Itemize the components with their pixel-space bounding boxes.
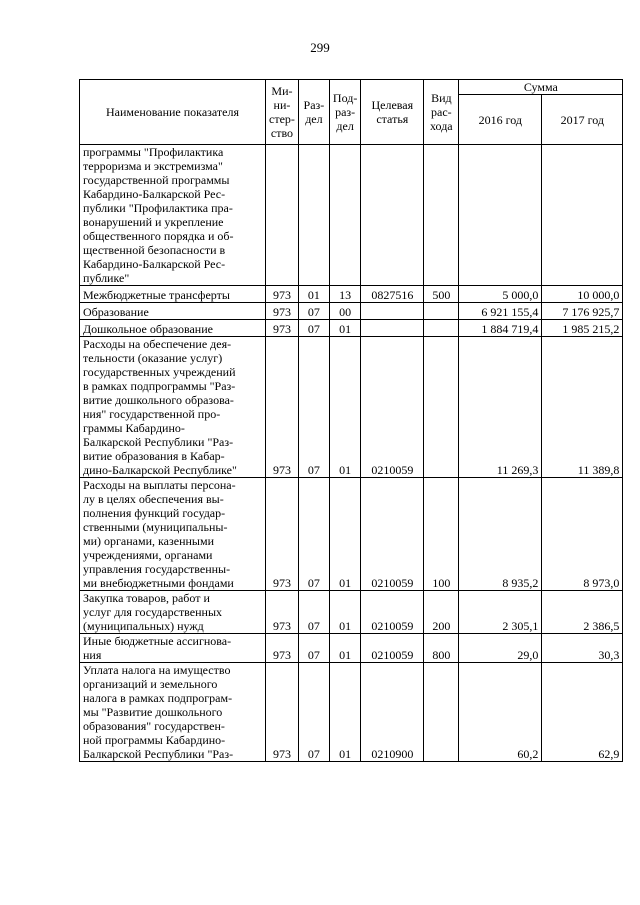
row-subsection: 01 (329, 320, 360, 337)
row-2016: 11 269,3 (459, 337, 542, 478)
row-2017 (542, 145, 623, 286)
table-row (80, 663, 623, 762)
row-2017: 2 386,5 (542, 591, 623, 634)
row-section: 07 (298, 337, 329, 478)
row-2016: 5 000,0 (459, 286, 542, 303)
row-2016: 6 921 155,4 (459, 303, 542, 320)
row-target: 0210059 (361, 337, 424, 478)
table-row (80, 591, 623, 634)
row-ministry: 973 (266, 634, 299, 663)
row-subsection: 13 (329, 286, 360, 303)
row-2017: 10 000,0 (542, 286, 623, 303)
row-subsection: 01 (329, 337, 360, 478)
row-2017: 11 389,8 (542, 337, 623, 478)
row-name: программы "Профилактика терроризма и экстремизма" государственной программы Кабардино-Балкарской Рес- публики "Профилактика пра- вонарушений и укрепление общественного порядка и об- щественной безопасности в Кабардино-Балкарской Рес- публике" (80, 145, 266, 286)
table-row (80, 303, 623, 320)
row-expense-type (424, 663, 459, 762)
row-section: 07 (298, 634, 329, 663)
row-expense-type (424, 303, 459, 320)
row-2016: 60,2 (459, 663, 542, 762)
header-ministry: Ми- ни- стер- ство (266, 80, 299, 145)
header-section: Раз- дел (298, 80, 329, 145)
row-section: 01 (298, 286, 329, 303)
row-ministry: 973 (266, 478, 299, 591)
row-expense-type: 800 (424, 634, 459, 663)
table-row (80, 320, 623, 337)
row-expense-type (424, 337, 459, 478)
row-section: 07 (298, 303, 329, 320)
row-2017: 30,3 (542, 634, 623, 663)
header-year-2016: 2016 год (459, 95, 542, 145)
table-row (80, 478, 623, 591)
row-name: Иные бюджетные ассигнова- ния (80, 634, 266, 663)
table-row (80, 634, 623, 663)
row-name: Уплата налога на имущество организаций и земельного налога в рамках подпрограм- мы "Развитие дошкольного образования" государствен- ной программы Кабардино- Балкарской Республики "Раз- (80, 663, 266, 762)
header-target: Целевая статья (361, 80, 424, 145)
row-section: 07 (298, 320, 329, 337)
row-expense-type: 100 (424, 478, 459, 591)
header-sum: Сумма (459, 80, 623, 95)
table-row (80, 286, 623, 303)
row-name: Межбюджетные трансферты (80, 286, 266, 303)
row-2016: 29,0 (459, 634, 542, 663)
row-subsection: 00 (329, 303, 360, 320)
row-name: Расходы на выплаты персона- лу в целях обеспечения вы- полнения функций государ- ственными (муниципальны- ми) органами, казенными учреждениями, органами управления государственны- ми внебюджетными фондами (80, 478, 266, 591)
row-subsection: 01 (329, 478, 360, 591)
row-ministry: 973 (266, 663, 299, 762)
row-ministry: 973 (266, 286, 299, 303)
row-ministry: 973 (266, 591, 299, 634)
row-target: 0210059 (361, 591, 424, 634)
row-name: Закупка товаров, работ и услуг для государственных (муниципальных) нужд (80, 591, 266, 634)
row-2017: 1 985 215,2 (542, 320, 623, 337)
row-2016: 8 935,2 (459, 478, 542, 591)
row-name: Дошкольное образование (80, 320, 266, 337)
row-2016: 2 305,1 (459, 591, 542, 634)
row-target (361, 320, 424, 337)
row-2016: 1 884 719,4 (459, 320, 542, 337)
row-subsection: 01 (329, 663, 360, 762)
row-section (298, 145, 329, 286)
table-row (80, 145, 623, 286)
row-section: 07 (298, 663, 329, 762)
row-expense-type (424, 320, 459, 337)
row-target (361, 303, 424, 320)
row-subsection: 01 (329, 591, 360, 634)
row-ministry (266, 145, 299, 286)
row-target: 0210059 (361, 634, 424, 663)
header-name: Наименование показателя (80, 80, 266, 145)
row-section: 07 (298, 591, 329, 634)
header-expense-type: Вид рас- хода (424, 80, 459, 145)
row-ministry: 973 (266, 320, 299, 337)
row-subsection: 01 (329, 634, 360, 663)
row-name: Расходы на обеспечение дея- тельности (оказание услуг) государственных учреждений в рамках подпрограммы "Раз- витие дошкольного образова- ния" государственной про- граммы Кабардино- Балкарской Республики "Раз- витие образования в Кабар- дино-Балкарской Республике" (80, 337, 266, 478)
row-ministry: 973 (266, 303, 299, 320)
header-subsection: Под- раз- дел (329, 80, 360, 145)
row-target (361, 145, 424, 286)
table-row (80, 337, 623, 478)
row-expense-type: 200 (424, 591, 459, 634)
row-2017: 8 973,0 (542, 478, 623, 591)
row-expense-type: 500 (424, 286, 459, 303)
row-2016 (459, 145, 542, 286)
page-number: 299 (310, 40, 330, 55)
row-ministry: 973 (266, 337, 299, 478)
row-2017: 7 176 925,7 (542, 303, 623, 320)
budget-table (79, 79, 623, 762)
row-expense-type (424, 145, 459, 286)
row-section: 07 (298, 478, 329, 591)
row-target: 0210059 (361, 478, 424, 591)
row-target: 0210900 (361, 663, 424, 762)
row-2017: 62,9 (542, 663, 623, 762)
header-year-2017: 2017 год (542, 95, 623, 145)
row-target: 0827516 (361, 286, 424, 303)
row-name: Образование (80, 303, 266, 320)
row-subsection (329, 145, 360, 286)
